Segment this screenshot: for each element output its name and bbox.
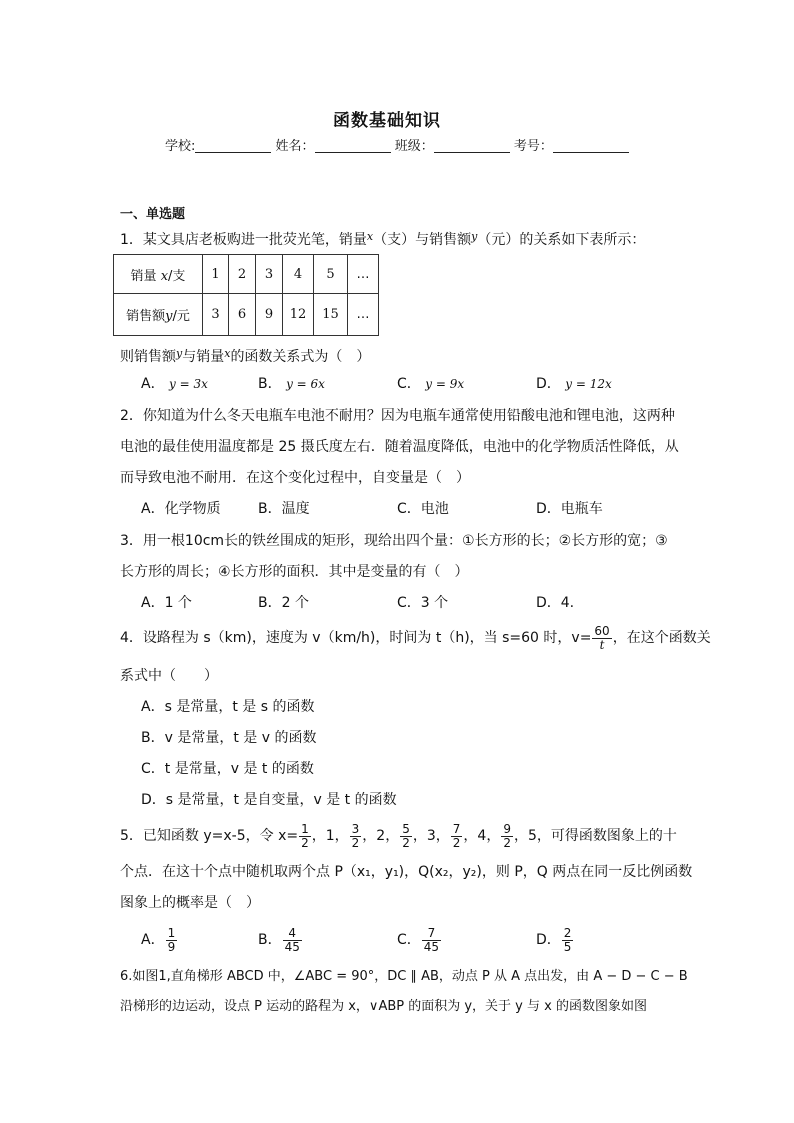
q5-option-a[interactable]: A． $\frac{1}{9}$ [141,925,176,954]
q2-line-2: 电池的最佳使用温度都是 25 摄氏度左右．随着温度降低，电池中的化学物质活性降低，从 [120,439,679,455]
q5-fraction: $\frac{5}{2}$ [402,821,410,850]
q5-option-c[interactable]: C． $\frac{7}{45}$ [397,925,440,954]
q5-line-1: 5．已知函数 y=x-5，令 x= $\frac{1}{2}$ ，1， $\frac{3}{2}$ ，2， $\frac{5}{2}$ ，3， $\frac{7}{2}$ ，4， $\frac{9}{2}$ ，5，可得函数图象上的十 [120,821,677,850]
table-cell: 2 [229,255,256,294]
school-label: 学校: [165,139,196,154]
table-cell: … [348,294,379,336]
q5-option-d[interactable]: D． $\frac{2}{5}$ [536,925,572,954]
q1-ask-c: 的函数关系式为（ ） [230,349,371,365]
q1-stem-a: 1．某文具店老板购进一批荧光笔，销量 [120,232,367,248]
q4-option-d[interactable]: D．s 是常量，t 是自变量，v 是 t 的函数 [141,792,397,808]
q5-fraction: $\frac{7}{2}$ [452,821,461,850]
q4-fraction: $\frac{60}{t}$ [594,623,610,652]
q3-line-2: 长方形的周长；④长方形的面积．其中是变量的有（ ） [120,564,469,580]
q6-line-2: 沿梯形的边运动，设点 P 运动的路程为 x，∨ABP 的面积为 y，关于 y 与 x 的函数图象如图 [120,999,647,1014]
name-label: 姓名： [275,139,315,154]
q3-option-c[interactable]: C．3 个 [397,595,449,611]
q3-option-d[interactable]: D．4. [536,595,575,611]
q2-line-1: 2．你知道为什么冬天电瓶车电池不耐用？因为电瓶车通常使用铅酸电池和锂电池，这两种 [120,408,675,424]
q4-option-c[interactable]: C．t 是常量，v 是 t 的函数 [141,761,314,777]
q1-ask-a: 则销售额 [120,349,176,365]
q4-line-1-a: 4．设路程为 s（km)，速度为 v（km/h)，时间为 t（h)，当 s=60 时，v= [120,630,592,646]
q5-fraction: $\frac{1}{2}$ [301,821,309,850]
q4-line-1 [120,623,711,653]
table-cell: 1 [203,255,229,294]
class-label: 班级： [394,139,434,154]
q1-ask-var-x: x [224,347,231,360]
q4-option-a[interactable]: A．s 是常量，t 是 s 的函数 [141,699,315,715]
q5-line-2: 个点．在这十个点中随机取两个点 P（x₁，y₁)，Q(x₂，y₂)，则 P，Q 两点在同一反比例函数 [120,864,693,880]
q4-option-b[interactable]: B．v 是常量，t 是 v 的函数 [141,730,317,746]
table-cell: 5 [314,255,348,294]
q1-option-a[interactable]: A． y = 3x [141,376,208,392]
q5-fraction: $\frac{9}{2}$ [503,821,511,850]
table-row [114,294,379,336]
q1-var-y: y [471,230,478,243]
table-cell: 3 [203,294,229,336]
q1-table [113,254,379,336]
q1-stem-c: （元）的关系如下表所示： [477,232,646,248]
q1-ask-b: 与销量 [182,349,225,365]
q1-ask-var-y: y [176,347,183,360]
table-cell: 3 [256,255,283,294]
student-info-header [165,137,629,157]
q1-option-b[interactable]: B． y = 6x [258,376,325,392]
table-header-cell: 销量 x/支 [114,255,203,294]
q2-option-d[interactable]: D．电瓶车 [536,501,603,517]
q4-line-1-b: ，在这个函数关 [612,630,711,646]
table-cell: 9 [256,294,283,336]
name-blank[interactable] [315,138,391,153]
table-row [114,255,379,294]
school-blank[interactable] [195,138,271,153]
q1-var-x: x [366,230,374,243]
q1-option-c[interactable]: C． y = 9x [397,376,465,392]
q6-line-1: 6.如图1,直角梯形 ABCD 中，∠ABC = 90°，DC ∥ AB，动点 P 从 A 点出发，由 A − D − C − B [120,969,688,984]
q3-option-b[interactable]: B．2 个 [258,595,309,611]
q1-option-d[interactable]: D． y = 12x [536,376,612,392]
table-cell: 6 [229,294,256,336]
q2-line-3: 而导致电池不耐用．在这个变化过程中，自变量是（ ） [120,470,470,486]
class-blank[interactable] [434,138,510,153]
q4-line-2: 系式中（ ） [120,668,218,684]
q5-fraction: $\frac{3}{2}$ [351,821,360,850]
q1-ask [120,344,370,367]
q3-option-a[interactable]: A．1 个 [141,595,192,611]
number-label: 考号： [513,139,553,154]
table-cell: 12 [283,294,314,336]
number-blank[interactable] [553,138,629,153]
table-cell: 4 [283,255,314,294]
page-title: 函数基础知识 [333,111,441,131]
table-header-cell: 销售额y/元 [114,294,203,336]
q5-line-3: 图象上的概率是（ ） [120,895,260,911]
section-heading: 一、单选题 [120,207,186,222]
q2-option-c[interactable]: C．电池 [397,501,449,517]
table-cell: … [348,255,379,294]
q2-option-a[interactable]: A．化学物质 [141,501,221,517]
q1-stem [120,227,645,250]
q5-option-b[interactable]: B． $\frac{4}{45}$ [258,925,300,954]
q1-stem-b: （支）与销售额 [373,232,472,248]
q2-option-b[interactable]: B．温度 [258,501,310,517]
table-cell: 15 [314,294,348,336]
q3-line-1: 3．用一根10cm长的铁丝围成的矩形，现给出四个量：①长方形的长；②长方形的宽；③ [120,533,668,549]
